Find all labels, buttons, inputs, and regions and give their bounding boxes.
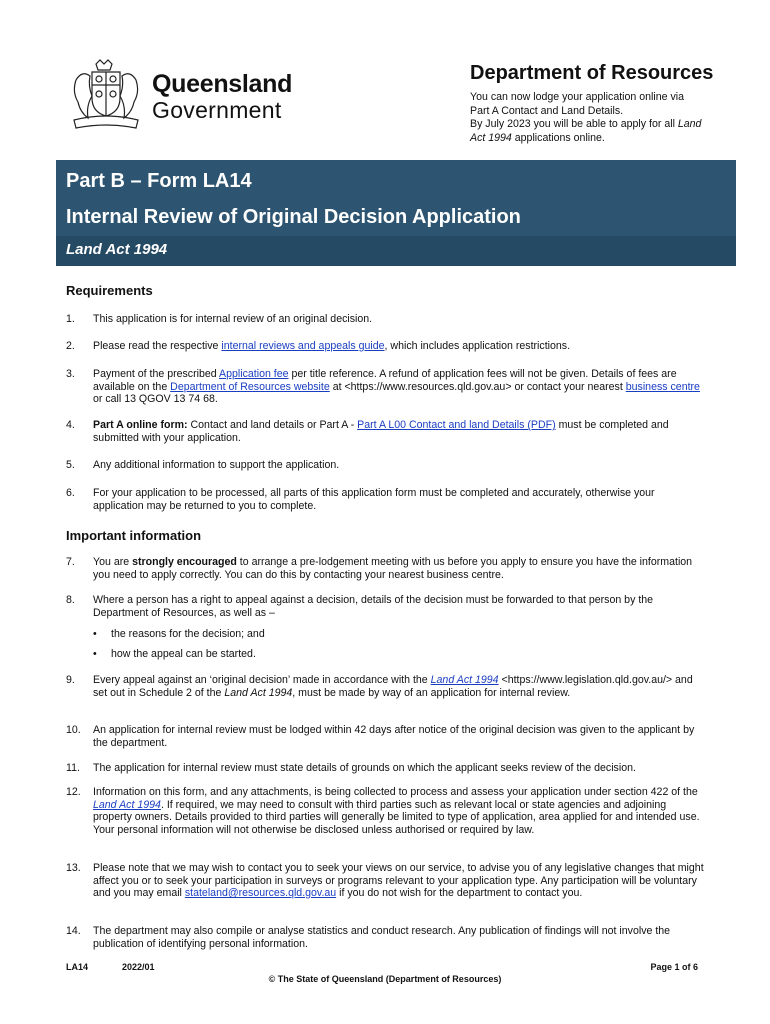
dept-line-1: You can now lodge your application online via: [470, 91, 684, 103]
dept-line-3-italic: Land: [677, 118, 702, 130]
item-text-post: , which includes application restrictions.: [384, 340, 571, 352]
coat-of-arms-icon: [66, 58, 146, 134]
item-number: 5.: [66, 459, 75, 471]
bullet-dot: •: [93, 648, 97, 660]
item-text-post: , must be made by way of an application for internal review.: [292, 686, 571, 699]
item-text-pre: Information on this form, and any attachments, is being collected to process and assess your application under section 422 of the: [93, 786, 698, 798]
stateland-email-link[interactable]: stateland@resources.qld.gov.au: [184, 887, 337, 899]
logo-text-government: Government: [152, 97, 282, 123]
form-title-banner: [56, 160, 736, 266]
item-number: 9.: [66, 674, 75, 686]
item-text: Where a person has a right to appeal against a decision, details of the decision must be forwarded to that person by the Department of Resources, as well as –: [93, 594, 654, 619]
item-number: 11.: [66, 762, 80, 774]
dept-line-3: [470, 118, 740, 132]
form-title: Internal Review of Original Decision Application: [66, 206, 521, 228]
item-text: The department may also compile or analyse statistics and conduct research. Any publication of findings will not involve the publication of identifying personal information.: [93, 925, 671, 950]
item-text-bold: strongly encouraged: [132, 556, 237, 568]
item-text: [93, 862, 706, 900]
item-number: 14.: [66, 925, 81, 937]
item-number: 10.: [66, 724, 81, 736]
bullet-text: how the appeal can be started.: [111, 648, 256, 660]
item-text-italic: Land Act 1994: [224, 686, 293, 699]
copyright-notice: © The State of Queensland (Department of Resources): [268, 974, 502, 984]
item-number: 6.: [66, 487, 75, 499]
resources-website-link[interactable]: Department of Resources website: [170, 380, 330, 393]
form-version-date: 2022/01: [122, 962, 155, 972]
dept-line-4-italic: Act 1994: [470, 131, 512, 144]
dept-line-4-text: applications online.: [511, 131, 605, 144]
item-text: [93, 340, 706, 353]
item-text: [93, 419, 706, 444]
item-number: 7.: [66, 556, 75, 568]
part-a-pdf-link[interactable]: Part A L00 Contact and land Details (PDF): [357, 419, 556, 431]
item-text-pre: You are: [93, 556, 133, 568]
dept-line-2: Part A Contact and Land Details.: [470, 104, 624, 117]
item-number: 12.: [66, 786, 81, 798]
bullet-dot: •: [93, 628, 97, 640]
department-info: [470, 62, 740, 145]
land-act-link[interactable]: Land Act 1994: [93, 798, 161, 811]
application-fee-link[interactable]: Application fee: [219, 368, 289, 380]
bullet-text: the reasons for the decision; and: [111, 628, 265, 640]
part-title: Part B – Form LA14: [66, 170, 252, 192]
item-text: Any additional information to support the application.: [93, 459, 340, 471]
item-text-post: to arrange a pre-lodgement meeting with us before you apply to ensure you have the information you need to apply correctly. You can do this by contacting your nearest business centre.: [93, 556, 693, 581]
item-text-post: or call 13 QGOV 13 74 68.: [93, 393, 218, 405]
item-text-pre: Every appeal against an ‘original decision’ made in accordance with the: [93, 674, 431, 686]
item-number: 1.: [66, 313, 75, 325]
requirements-heading: Requirements: [66, 283, 153, 298]
item-text-pre: Please note that we may wish to contact you to seek your views on our service, to advise you of any legislative changes that might affect you or to seek your participation in surveys or programs relevant to your application type. Any participation will be voluntary and you may email: [93, 862, 704, 899]
item-text: [93, 786, 706, 836]
item-text-pre: Payment of the prescribed: [93, 368, 220, 380]
dept-line-3-text: By July 2023 you will be able to apply for all: [470, 118, 678, 130]
item-text-bold: Part A online form:: [93, 419, 188, 431]
item-text-mid: per title reference. A refund of application fees will not be given. Details of fees are available on the: [93, 368, 677, 393]
queensland-government-logo: [66, 58, 296, 134]
item-number: 8.: [66, 594, 75, 606]
item-text-post: must be completed and submitted with your application.: [93, 419, 669, 444]
dept-line-4: [470, 132, 740, 146]
item-text: An application for internal review must be lodged within 42 days after notice of the original decision was given to the applicant by the department.: [93, 724, 695, 749]
item-number: 13.: [66, 862, 81, 874]
act-name: Land Act 1994: [66, 241, 168, 258]
department-name: Department of Resources: [470, 62, 714, 84]
item-text-post: . If required, we may need to consult with third parties such as relevant local or state agencies and adjoining property owners. Details provided to third parties will generally be limited to type of application, area applied for and intended use. Your personal information will not otherwise be disclosed unless authorised or required by law.: [93, 798, 700, 836]
item-text: The application for internal review must state details of grounds on which the applicant seeks review of the decision.: [93, 762, 636, 774]
appeals-guide-link[interactable]: internal reviews and appeals guide: [221, 340, 385, 352]
item-number: 4.: [66, 419, 75, 431]
item-number: 3.: [66, 368, 75, 380]
item-text: This application is for internal review of an original decision.: [93, 313, 373, 325]
item-text: [93, 556, 706, 581]
logo-text-queensland: Queensland: [152, 70, 293, 98]
item-text-mid2: at <https://www.resources.qld.gov.au> or contact your nearest: [329, 380, 626, 393]
item-text-pre: Please read the respective: [93, 340, 222, 352]
item-text: [93, 674, 706, 699]
page-number: Page 1 of 6: [650, 962, 698, 972]
item-text-post: if you do not wish for the department to contact you.: [336, 887, 583, 899]
item-text: For your application to be processed, all parts of this application form must be completed and accurately, otherwise your application may be returned to you to complete.: [93, 487, 655, 512]
item-text-pre: Contact and land details or Part A -: [187, 419, 358, 431]
important-heading: Important information: [66, 528, 202, 543]
item-text: [93, 368, 706, 406]
item-number: 2.: [66, 340, 75, 352]
act-subbanner: [56, 236, 736, 266]
page-footer: [0, 960, 770, 1000]
form-code: LA14: [66, 962, 89, 972]
land-act-link[interactable]: Land Act 1994: [430, 674, 499, 686]
business-centre-link[interactable]: business centre: [625, 380, 700, 393]
item-text-mid: <https://www.legislation.qld.gov.au/> and set out in Schedule 2 of the: [93, 674, 693, 699]
